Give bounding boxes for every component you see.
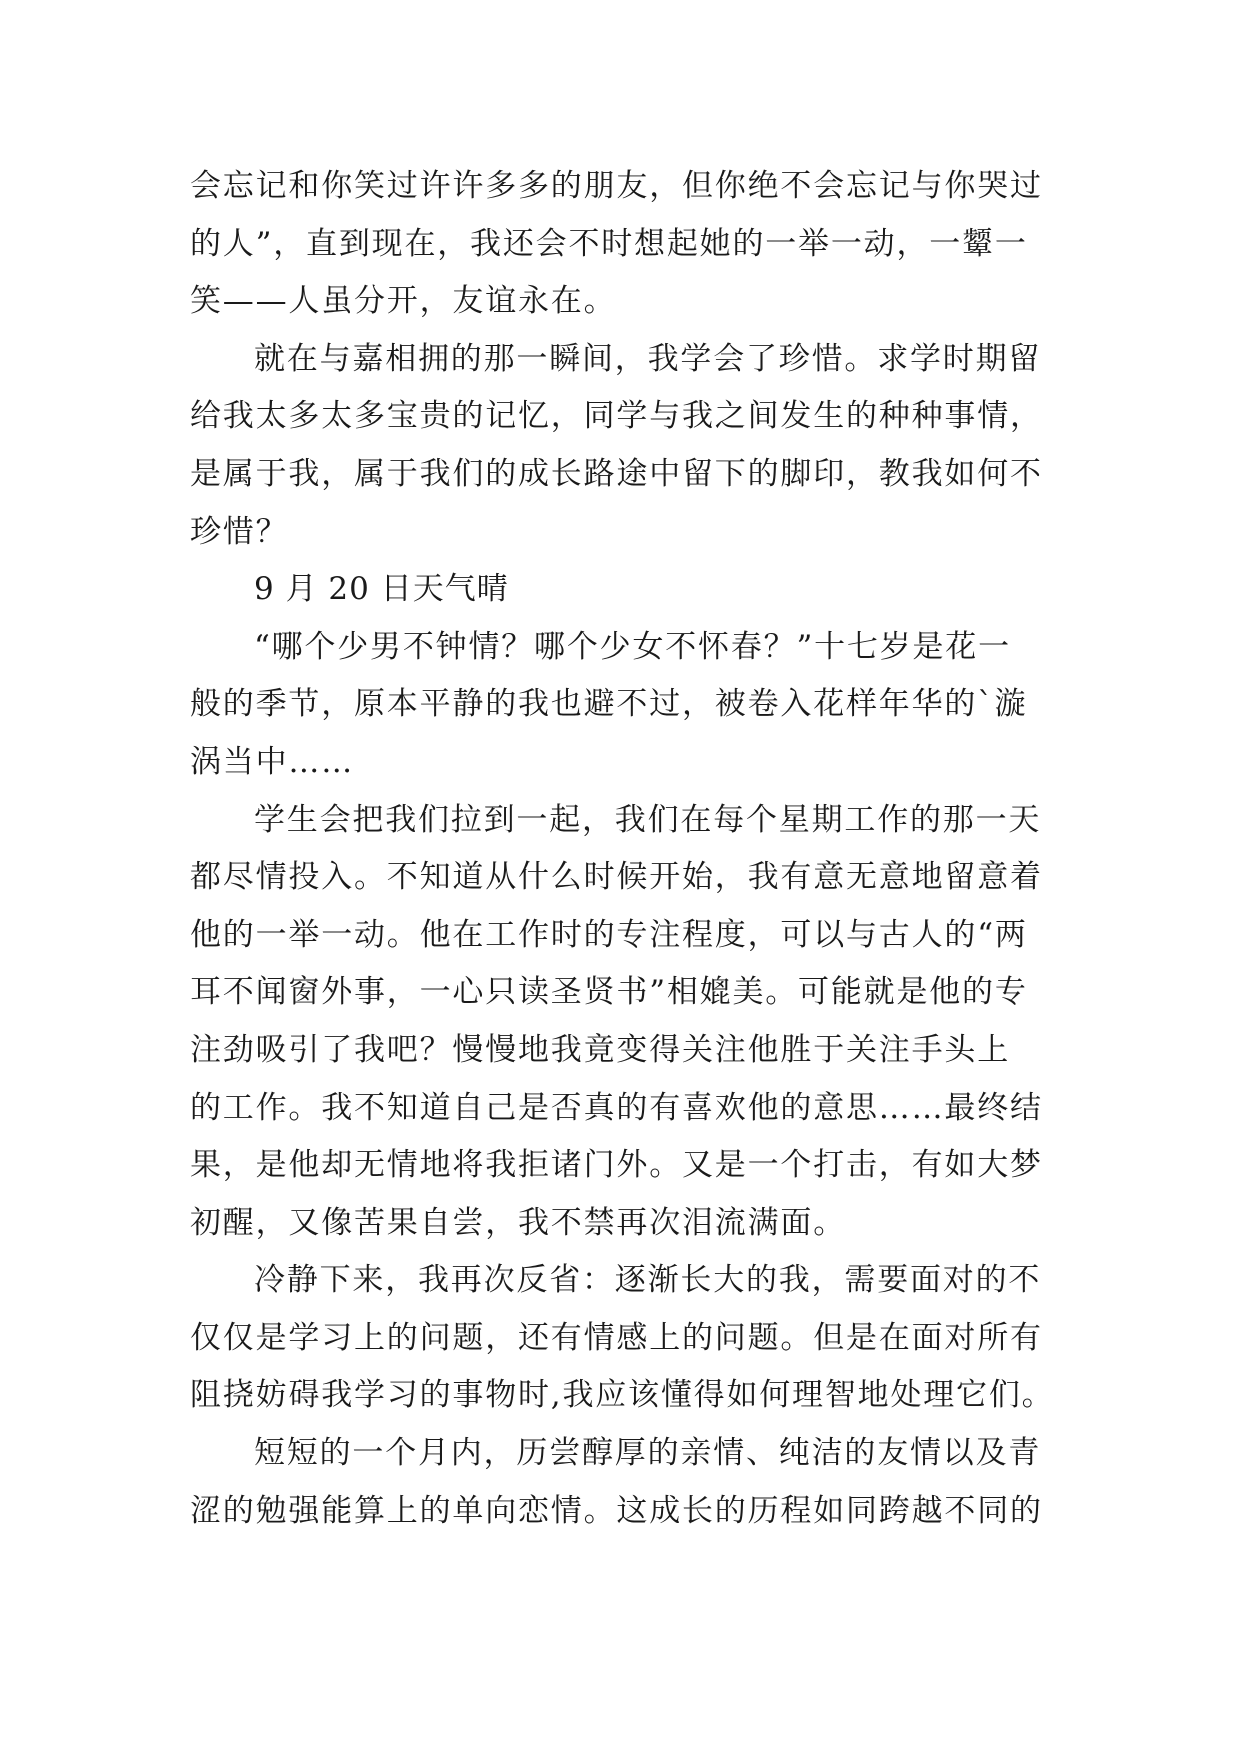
text-line: 的人”，直到现在，我还会不时想起她的一举一动，一颦一: [190, 225, 1028, 262]
text-line: 都尽情投入。不知道从什么时候开始，我有意无意地留意着: [190, 859, 1043, 896]
text-line: 笑——人虽分开，友谊永在。: [190, 283, 617, 320]
paragraph-start-line: 学生会把我们拉到一起，我们在每个星期工作的那一天: [254, 801, 1042, 838]
text-line: 珍惜？: [190, 513, 289, 550]
text-line: 果，是他却无情地将我拒诸门外。又是一个打击，有如大梦: [190, 1147, 1043, 1184]
text-line: 他的一举一动。他在工作时的专注程度，可以与古人的“两: [190, 916, 1028, 953]
text-line: 的工作。我不知道自己是否真的有喜欢他的意思……最终结: [190, 1089, 1043, 1126]
text-line: 初醒，又像苦果自尝，我不禁再次泪流满面。: [190, 1204, 846, 1241]
document-body: [190, 158, 1055, 1540]
text-line: 仅仅是学习上的问题，还有情感上的问题。但是在面对所有: [190, 1319, 1043, 1356]
paragraph-start-line: 短短的一个月内，历尝醇厚的亲情、纯洁的友情以及青: [254, 1435, 1042, 1472]
text-line: 注劲吸引了我吧？慢慢地我竟变得关注他胜于关注手头上: [190, 1031, 1010, 1068]
paragraph-start-line: “哪个少男不钟情？哪个少女不怀春？”十七岁是花一: [254, 628, 1011, 665]
text-line: 给我太多太多宝贵的记忆，同学与我之间发生的种种事情，: [190, 398, 1043, 435]
text-line: 涩的勉强能算上的单向恋情。这成长的历程如同跨越不同的: [190, 1492, 1043, 1529]
text-line: 涡当中……: [190, 743, 354, 780]
text-line: 阻挠妨碍我学习的事物时,我应该懂得如何理智地处理它们。: [190, 1377, 1055, 1414]
text-line: 耳不闻窗外事，一心只读圣贤书”相媲美。可能就是他的专: [190, 974, 1028, 1011]
diary-date-heading: 9 月 20 日天气晴: [254, 571, 509, 608]
text-line: 是属于我，属于我们的成长路途中留下的脚印，教我如何不: [190, 455, 1043, 492]
text-line: 会忘记和你笑过许许多多的朋友，但你绝不会忘记与你哭过: [190, 168, 1043, 204]
paragraph-start-line: 冷静下来，我再次反省：逐渐长大的我，需要面对的不: [254, 1262, 1042, 1299]
paragraph-start-line: 就在与嘉相拥的那一瞬间，我学会了珍惜。求学时期留: [254, 340, 1042, 377]
text-line: 般的季节，原本平静的我也避不过，被卷入花样年华的`漩: [190, 686, 1028, 723]
